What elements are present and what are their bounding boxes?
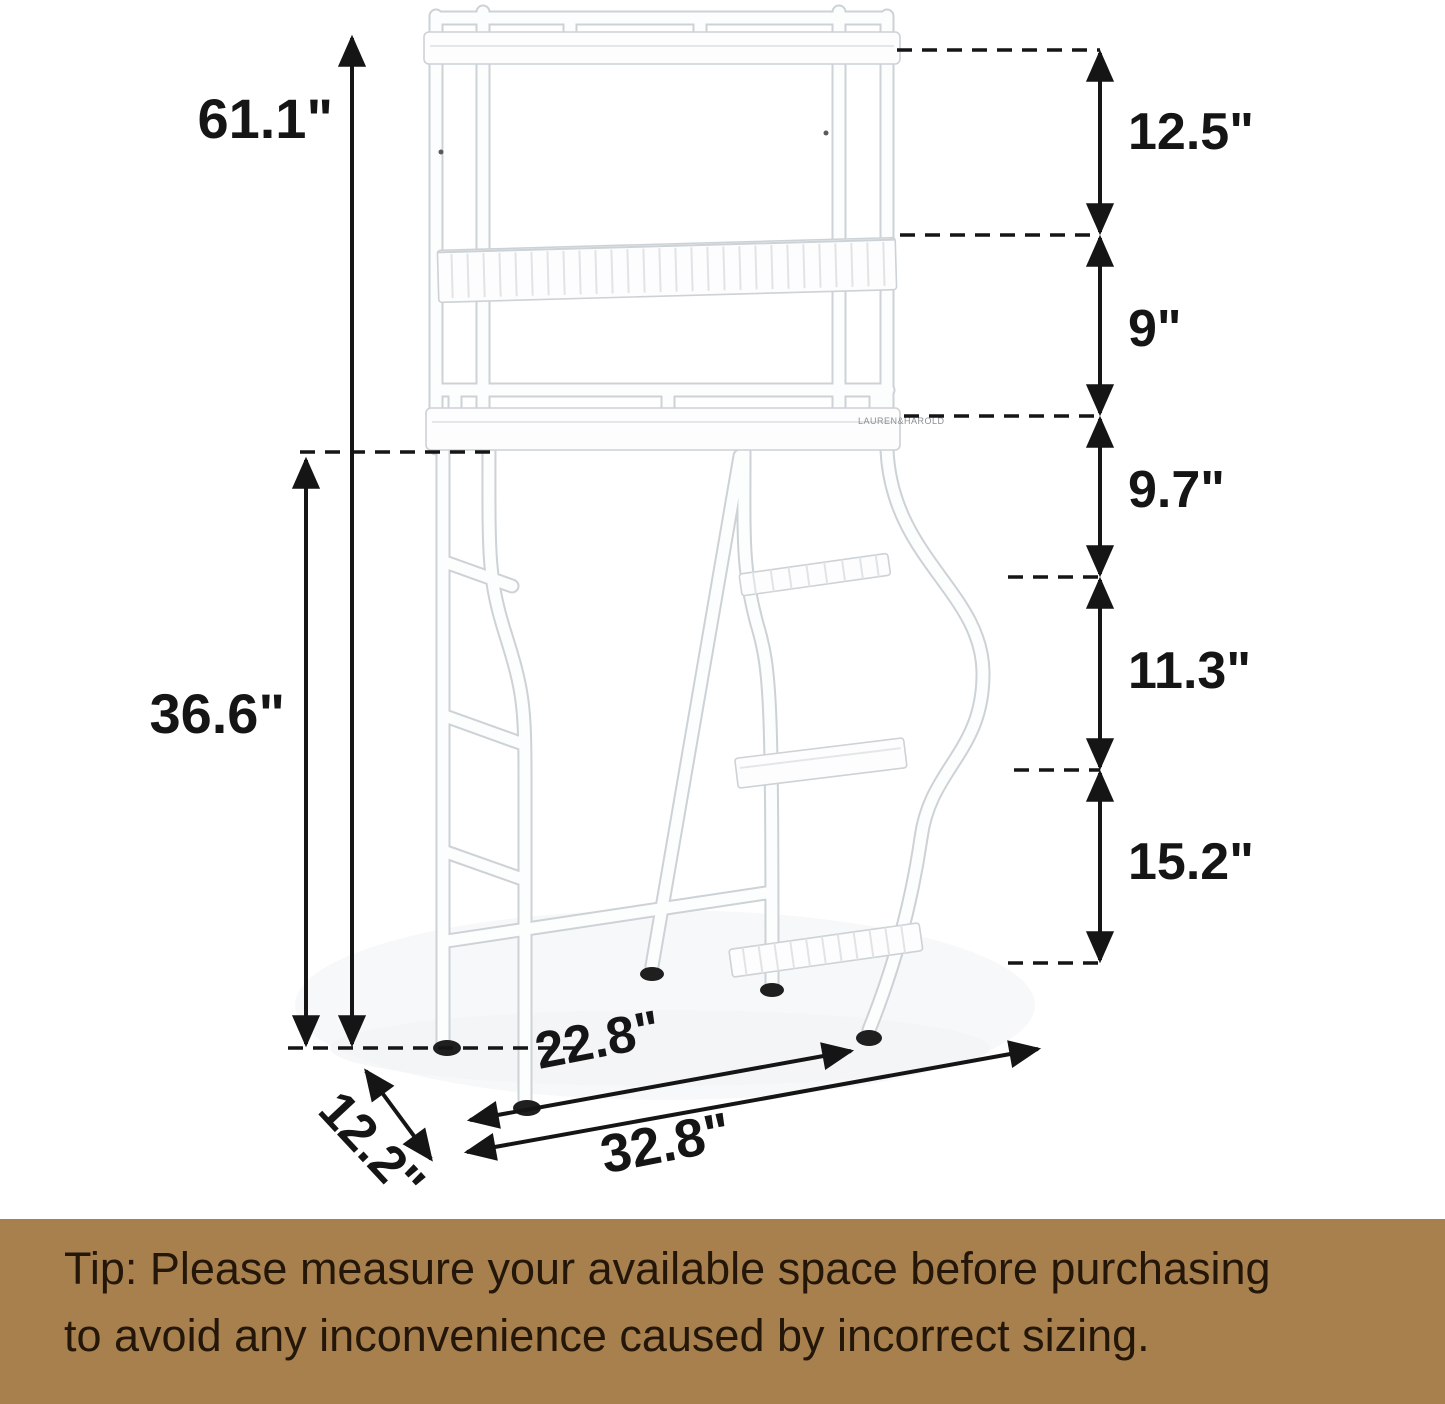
main-shelf <box>426 408 945 450</box>
brand-label: LAUREN&HAROLD <box>858 416 945 426</box>
dim-label-total-height: 61.1" <box>197 87 333 150</box>
tip-line-2: to avoid any inconvenience caused by incorrect sizing. <box>64 1310 1150 1361</box>
dim-label-basket-to-main-shelf: 9" <box>1128 300 1182 358</box>
tip-banner <box>0 1219 1445 1404</box>
side-shelf-2 <box>735 738 907 788</box>
dim-label-tier2-to-floor: 15.2" <box>1128 833 1254 891</box>
wire-basket <box>437 238 896 303</box>
dim-label-top-shelf-to-basket: 12.5" <box>1128 103 1254 161</box>
dim-label-tier1-to-tier2: 11.3" <box>1128 642 1251 700</box>
dim-label-main-shelf-to-tier1: 9.7" <box>1128 461 1225 519</box>
tip-line-1: Tip: Please measure your available space before purchasing <box>64 1243 1271 1294</box>
screw-dot <box>439 150 444 155</box>
rack-illustration <box>295 12 1035 1116</box>
screw-dot <box>824 131 829 136</box>
dim-label-inner-width: 22.8" <box>530 999 666 1081</box>
dim-label-depth: 12.2" <box>307 1080 436 1213</box>
side-shelf-1 <box>739 553 891 596</box>
dim-label-outer-width: 32.8" <box>595 1101 736 1186</box>
dim-label-under-shelf-clearance: 36.6" <box>149 682 285 745</box>
top-shelf <box>424 32 900 64</box>
